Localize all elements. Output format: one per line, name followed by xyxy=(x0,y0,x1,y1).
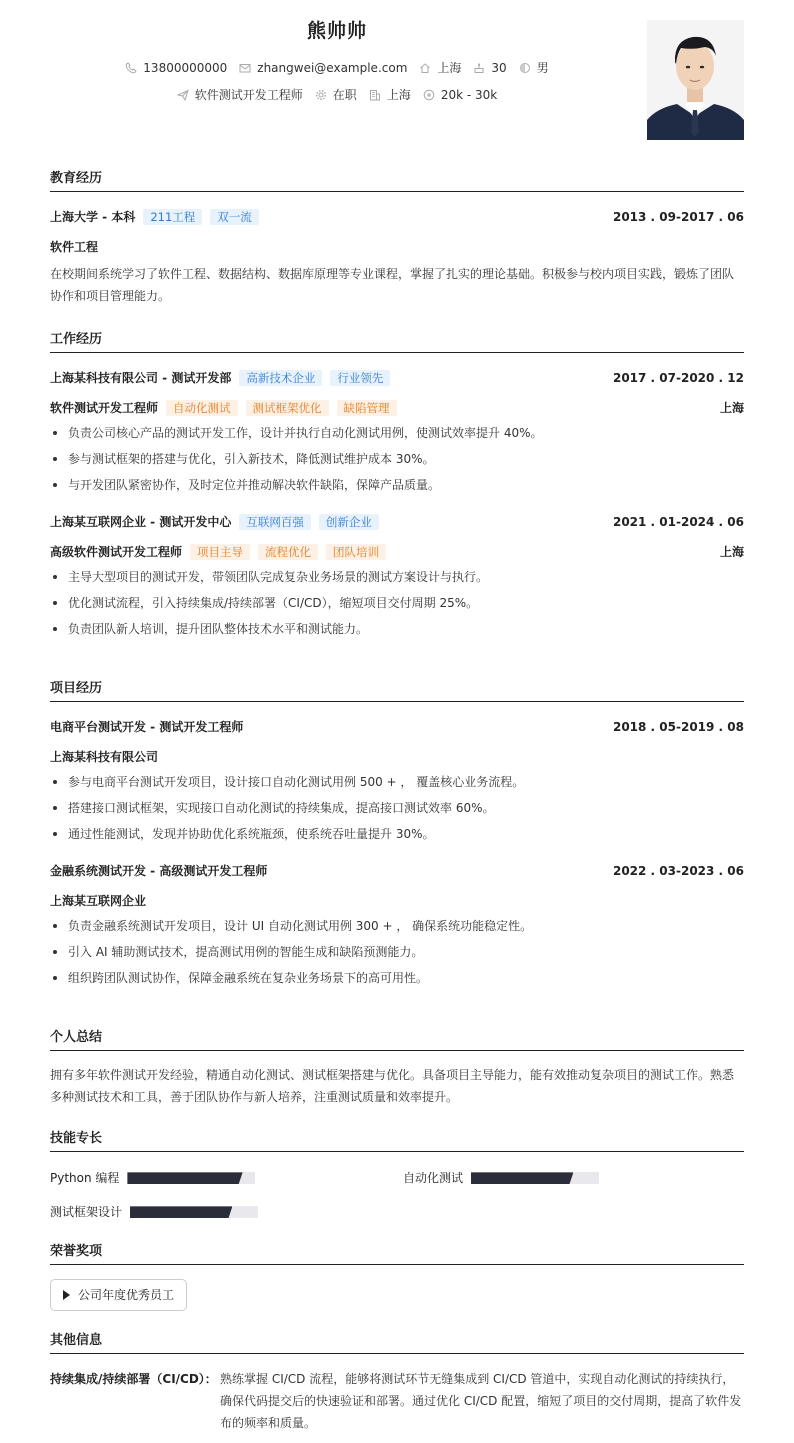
project-date: 2022 . 03-2023 . 06 xyxy=(612,863,744,878)
salary-text: 20k - 30k xyxy=(440,88,498,102)
work-role-row xyxy=(50,544,744,560)
list-item: 主导大型项目的测试开发，带领团队完成复杂业务场景的测试方案设计与执行。 xyxy=(50,564,744,590)
work-date: 2021 . 01-2024 . 06 xyxy=(612,514,744,529)
role-tag: 缺陷管理 xyxy=(337,400,397,416)
role-tag: 测试框架优化 xyxy=(246,400,329,416)
project-company-row xyxy=(50,749,744,765)
project-bullets xyxy=(50,913,744,991)
summary-section xyxy=(50,1029,744,1108)
other-row xyxy=(50,1368,744,1434)
list-item: 负责金融系统测试开发项目，设计 UI 自动化测试用例 300 + ， 确保系统功能稳定性。 xyxy=(50,913,744,939)
school-name: 上海大学 - 本科 xyxy=(50,209,136,224)
skill-name: Python 编程 xyxy=(50,1171,120,1185)
section-title: 荣誉奖项 xyxy=(50,1243,744,1265)
send-icon xyxy=(177,89,189,101)
role-tag: 自动化测试 xyxy=(166,400,238,416)
projects-section xyxy=(50,680,744,991)
skills-section xyxy=(50,1130,744,1230)
other-section xyxy=(50,1332,744,1434)
summary-text: 拥有多年软件测试开发经验，精通自动化测试、测试框架搭建与优化。具备项目主导能力，能有效推动复杂项目的测试工作。熟悉多种测试技术和工具，善于团队协作与新人培养，注重测试质量和效率提升。 xyxy=(50,1068,735,1104)
education-header-row xyxy=(50,209,744,225)
skill-bar xyxy=(130,1206,258,1218)
company-tag: 行业领先 xyxy=(330,370,390,386)
email-text: zhangwei@example.com xyxy=(257,61,408,75)
work-location: 上海 xyxy=(719,400,744,415)
job-intent-row xyxy=(50,87,624,104)
salary-item xyxy=(423,87,497,104)
target-city-item xyxy=(369,87,411,104)
age-icon xyxy=(473,62,485,74)
skill-bar-fill xyxy=(127,1172,242,1184)
project-company-row xyxy=(50,893,744,909)
education-section xyxy=(50,170,744,307)
education-date: 2013 . 09-2017 . 06 xyxy=(612,209,744,224)
role-name: 高级软件测试开发工程师 xyxy=(50,544,183,559)
skill-bar-fill xyxy=(130,1206,232,1218)
list-item: 参与测试框架的搭建与优化，引入新技术，降低测试维护成本 30%。 xyxy=(50,446,744,472)
home-icon xyxy=(419,62,431,74)
work-bullets xyxy=(50,420,744,498)
coin-icon xyxy=(423,89,435,101)
project-date: 2018 . 05-2019 . 08 xyxy=(612,719,744,734)
mail-icon xyxy=(239,62,251,74)
resume-header xyxy=(50,0,744,150)
gender-text: 男 xyxy=(536,61,549,75)
role-tag: 流程优化 xyxy=(258,544,318,560)
project-title-row xyxy=(50,719,744,735)
education-tag: 211工程 xyxy=(143,209,202,225)
list-item: 通过性能测试，发现并协助优化系统瓶颈，使系统吞吐量提升 30%。 xyxy=(50,821,744,847)
work-company-row xyxy=(50,514,744,530)
list-item: 引入 AI 辅助测试技术，提高测试用例的智能生成和缺陷预测能力。 xyxy=(50,939,744,965)
email-item xyxy=(239,60,407,77)
skill-bar xyxy=(127,1172,255,1184)
list-item: 负责公司核心产品的测试开发工作，设计并执行自动化测试用例，使测试效率提升 40%。 xyxy=(50,420,744,446)
honors-section xyxy=(50,1243,744,1323)
project-company: 上海某互联网企业 xyxy=(50,893,147,908)
work-section xyxy=(50,331,744,642)
company-tag: 高新技术企业 xyxy=(239,370,322,386)
section-title: 其他信息 xyxy=(50,1332,744,1354)
section-title: 项目经历 xyxy=(50,680,744,702)
list-item: 组织跨团队测试协作，保障金融系统在复杂业务场景下的高可用性。 xyxy=(50,965,744,991)
work-company-row xyxy=(50,370,744,386)
work-date: 2017 . 07-2020 . 12 xyxy=(612,370,744,385)
major-name: 软件工程 xyxy=(50,239,99,254)
phone-item xyxy=(125,60,227,77)
skill-item xyxy=(403,1170,599,1187)
city-item xyxy=(419,60,461,77)
status-item xyxy=(315,87,357,104)
honor-label: 公司年度优秀员工 xyxy=(78,1287,175,1302)
work-bullets xyxy=(50,564,744,642)
skill-item xyxy=(50,1204,258,1221)
other-value: 熟练掌握 CI/CD 流程，能够将测试环节无缝集成到 CI/CD 管道中，实现自动化测试的持续执行，确保代码提交后的快速验证和部署。通过优化 CI/CD 配置，缩短了项目的交付周期，提高了软件发布的频率和质量。 xyxy=(220,1372,742,1430)
profile-photo xyxy=(647,20,744,140)
skill-item xyxy=(50,1170,255,1187)
project-bullets xyxy=(50,769,744,847)
company-name: 上海某科技有限公司 - 测试开发部 xyxy=(50,370,232,385)
section-title: 个人总结 xyxy=(50,1029,744,1051)
list-item: 与开发团队紧密协作，及时定位并推动解决软件缺陷，保障产品质量。 xyxy=(50,472,744,498)
work-entry xyxy=(50,514,744,642)
skill-bar xyxy=(471,1172,599,1184)
building-icon xyxy=(369,89,381,101)
list-item: 参与电商平台测试开发项目，设计接口自动化测试用例 500 + ， 覆盖核心业务流程。 xyxy=(50,769,744,795)
skill-bar-fill xyxy=(471,1172,573,1184)
honor-item[interactable] xyxy=(50,1279,187,1311)
gender-item xyxy=(519,60,549,77)
education-tag: 双一流 xyxy=(210,209,259,225)
major-row xyxy=(50,239,744,255)
list-item: 负责团队新人培训，提升团队整体技术水平和测试能力。 xyxy=(50,616,744,642)
company-tag: 互联网百强 xyxy=(239,514,311,530)
project-title: 电商平台测试开发 - 测试开发工程师 xyxy=(50,719,244,734)
work-location: 上海 xyxy=(719,544,744,559)
section-title: 工作经历 xyxy=(50,331,744,353)
gender-icon xyxy=(519,62,531,74)
phone-icon xyxy=(125,62,137,74)
position-item xyxy=(177,87,303,104)
city-text: 上海 xyxy=(437,61,462,75)
section-title: 技能专长 xyxy=(50,1130,744,1152)
section-title: 教育经历 xyxy=(50,170,744,192)
role-tag: 团队培训 xyxy=(326,544,386,560)
play-icon xyxy=(63,1290,70,1300)
target-city-text: 上海 xyxy=(386,88,411,102)
education-description: 在校期间系统学习了软件工程、数据结构、数据库原理等专业课程，掌握了扎实的理论基础。积极参与校内项目实践，锻炼了团队协作和项目管理能力。 xyxy=(50,267,735,303)
age-item xyxy=(473,60,506,77)
project-entry xyxy=(50,863,744,991)
skill-name: 测试框架设计 xyxy=(50,1205,123,1219)
company-tag: 创新企业 xyxy=(319,514,379,530)
project-entry xyxy=(50,719,744,847)
candidate-name: 熊帅帅 xyxy=(306,20,367,42)
status-text: 在职 xyxy=(332,88,357,102)
position-text: 软件测试开发工程师 xyxy=(194,88,303,102)
skill-name: 自动化测试 xyxy=(403,1171,464,1185)
list-item: 优化测试流程，引入持续集成/持续部署（CI/CD），缩短项目交付周期 25%。 xyxy=(50,590,744,616)
gear-icon xyxy=(315,89,327,101)
phone-text: 13800000000 xyxy=(143,61,228,75)
role-tag: 项目主导 xyxy=(190,544,250,560)
work-role-row xyxy=(50,400,744,416)
contact-row xyxy=(50,60,624,77)
age-text: 30 xyxy=(491,61,507,75)
project-company: 上海某科技有限公司 xyxy=(50,749,159,764)
other-key: 持续集成/持续部署（CI/CD）： xyxy=(50,1372,217,1386)
work-entry xyxy=(50,370,744,498)
role-name: 软件测试开发工程师 xyxy=(50,400,159,415)
project-title: 金融系统测试开发 - 高级测试开发工程师 xyxy=(50,863,268,878)
company-name: 上海某互联网企业 - 测试开发中心 xyxy=(50,514,232,529)
project-title-row xyxy=(50,863,744,879)
list-item: 搭建接口测试框架，实现接口自动化测试的持续集成，提高接口测试效率 60%。 xyxy=(50,795,744,821)
